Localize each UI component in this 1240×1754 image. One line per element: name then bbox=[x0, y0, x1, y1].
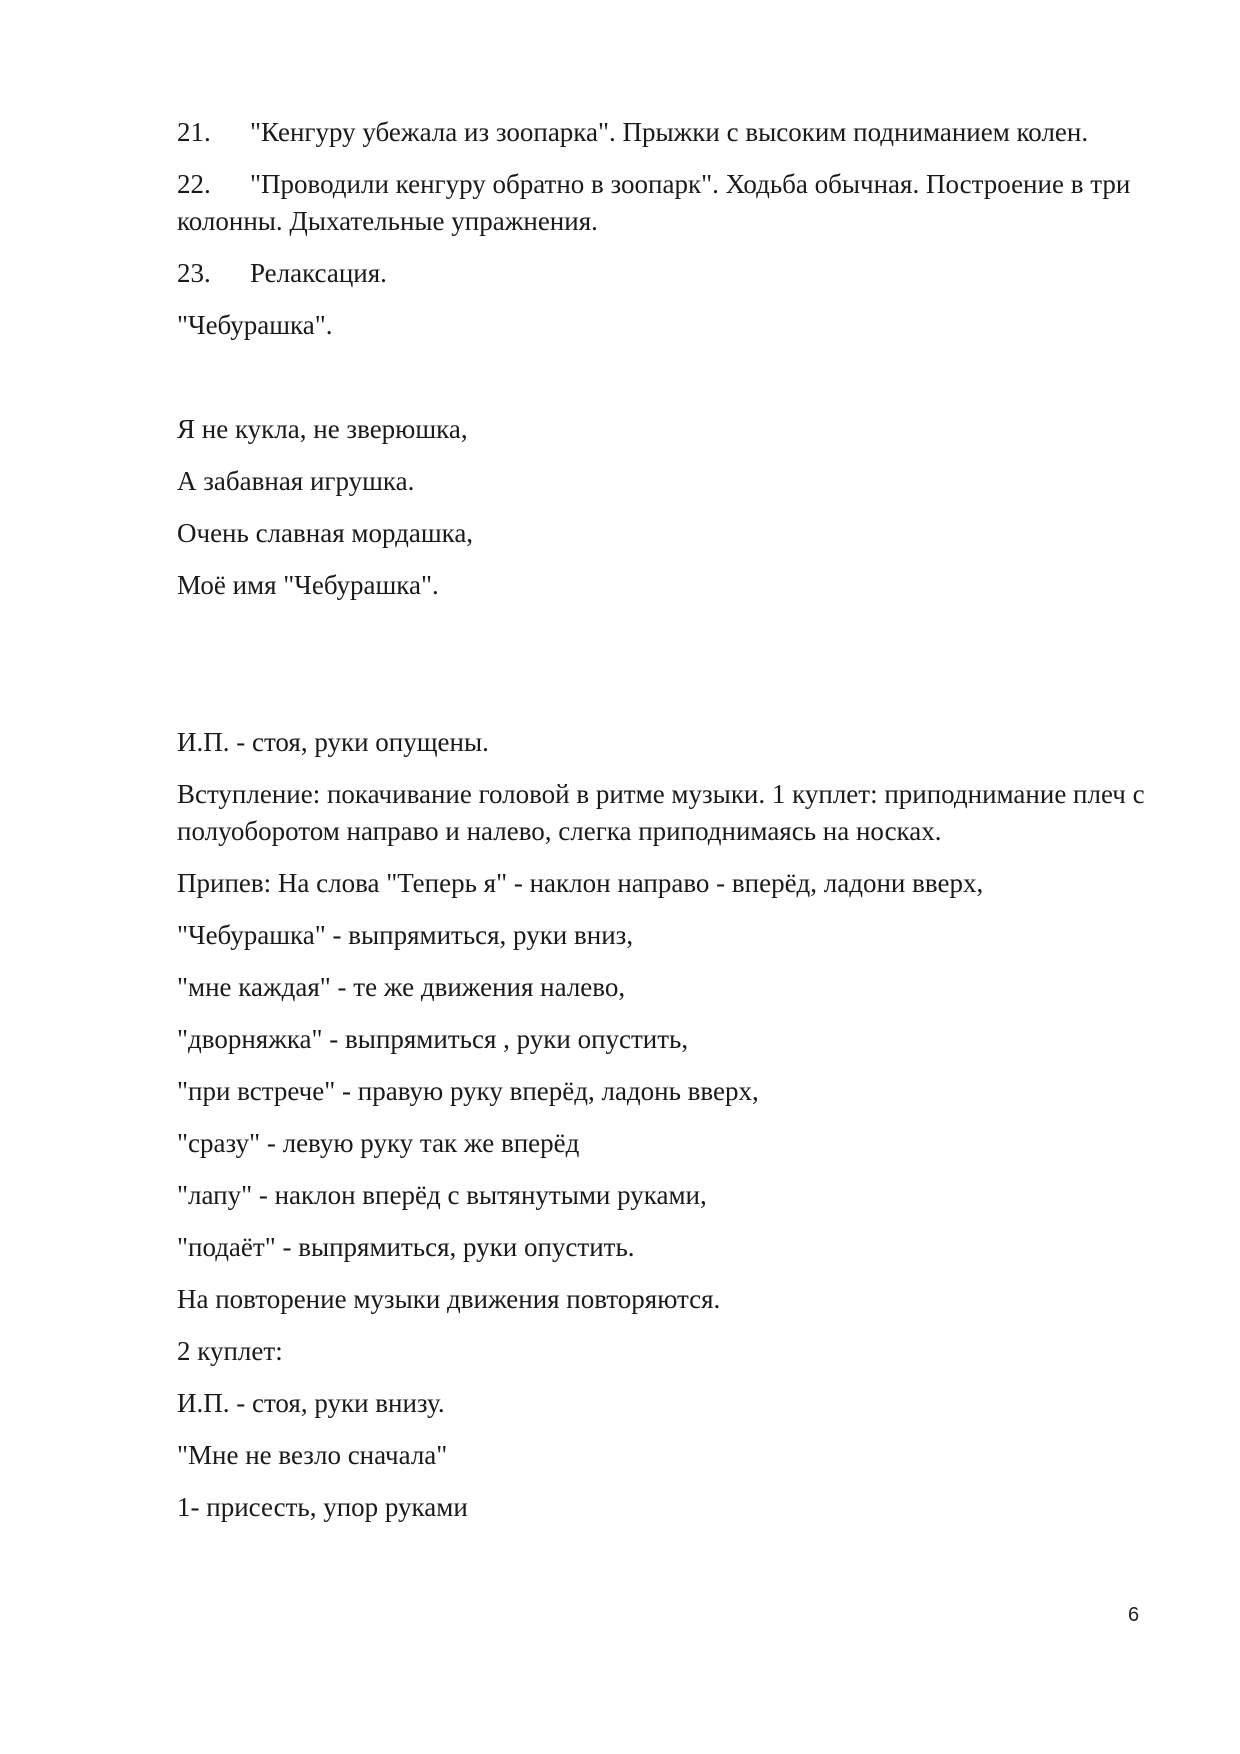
instruction-paragraph: "лапу" - наклон вперёд с вытянутыми руками, bbox=[177, 1180, 707, 1210]
poem-line: Я не кукла, не зверюшка, bbox=[177, 414, 468, 444]
instruction-paragraph: "Мне не везло сначала" bbox=[177, 1440, 448, 1470]
instruction-paragraph: 2 куплет: bbox=[177, 1336, 283, 1366]
item-text: "Проводили кенгуру обратно в зоопарк". Ходьба обычная. Построение в три колонны. Дыхательные упражнения. bbox=[177, 169, 1131, 236]
instruction-paragraph: "мне каждая" - те же движения налево, bbox=[177, 972, 626, 1002]
item-number: 22. bbox=[177, 169, 211, 199]
numbered-item-22 bbox=[177, 166, 1157, 240]
instruction-paragraph: "подаёт" - выпрямиться, руки опустить. bbox=[177, 1232, 635, 1262]
item-number: 21. bbox=[177, 117, 211, 147]
item-text: Релаксация. bbox=[250, 258, 387, 288]
page-number: 6 bbox=[1128, 1604, 1140, 1626]
song-title: "Чебурашка". bbox=[177, 310, 333, 340]
instruction-paragraph: Припев: На слова "Теперь я" - наклон направо - вперёд, ладони вверх, bbox=[177, 868, 984, 898]
page-content bbox=[177, 114, 1157, 1541]
poem-line: Очень славная мордашка, bbox=[177, 518, 474, 548]
instruction-paragraph: "дворняжка" - выпрямиться , руки опустить, bbox=[177, 1024, 689, 1054]
instruction-paragraph: На повторение музыки движения повторяются. bbox=[177, 1284, 721, 1314]
numbered-item-21 bbox=[177, 114, 1157, 151]
poem-line: Моё имя "Чебурашка". bbox=[177, 570, 439, 600]
instruction-paragraph: Вступление: покачивание головой в ритме музыки. 1 куплет: приподнимание плеч с полуоборотом направо и налево, слегка приподнимаясь на носках. bbox=[177, 779, 1145, 846]
instruction-paragraph: И.П. - стоя, руки опущены. bbox=[177, 727, 489, 757]
blank-lines bbox=[177, 619, 1157, 724]
poem-line: А забавная игрушка. bbox=[177, 466, 415, 496]
blank-line bbox=[177, 359, 1157, 411]
instruction-paragraph: 1- присесть, упор руками bbox=[177, 1492, 468, 1522]
instruction-paragraph: "сразу" - левую руку так же вперёд bbox=[177, 1128, 580, 1158]
instruction-paragraph: И.П. - стоя, руки внизу. bbox=[177, 1388, 445, 1418]
numbered-item-23 bbox=[177, 255, 1157, 292]
instruction-paragraph: "при встрече" - правую руку вперёд, ладонь вверх, bbox=[177, 1076, 759, 1106]
item-number: 23. bbox=[177, 258, 211, 288]
item-text: "Кенгуру убежала из зоопарка". Прыжки с высоким подниманием колен. bbox=[250, 117, 1089, 147]
instruction-paragraph: "Чебурашка" - выпрямиться, руки вниз, bbox=[177, 920, 634, 950]
